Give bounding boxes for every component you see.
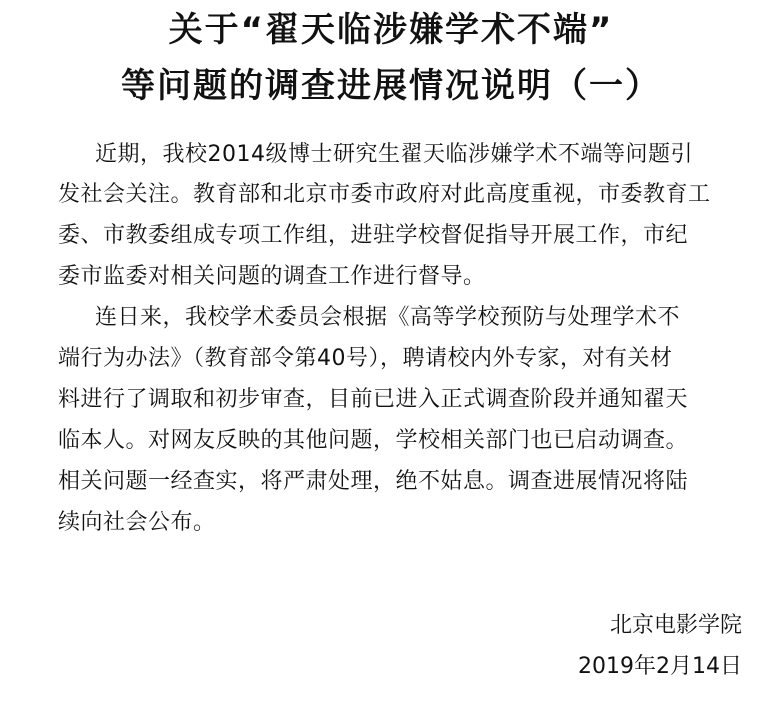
paragraph-1-line-4: 委市监委对相关问题的调查工作进行督导。	[58, 264, 486, 289]
signature-date: 2019年2月14日	[578, 654, 742, 679]
paragraph-1-line-3: 委、市教委组成专项工作组，进驻学校督促指导开展工作，市纪	[58, 223, 689, 248]
paragraph-2-line-3: 料进行了调取和初步审查，目前已进入正式调查阶段并通知翟天	[58, 387, 689, 412]
paragraph-2-line-5: 相关问题一经查实，将严肃处理，绝不姑息。调查进展情况将陆	[58, 469, 689, 494]
paragraph-2-line-4: 临本人。对网友反映的其他问题，学校相关部门也已启动调查。	[58, 428, 689, 453]
title-line-2: 等问题的调查进展情况说明（一）	[121, 66, 661, 106]
paragraph-2-line-1: 连日来，我校学术委员会根据《高等学校预防与处理学术不	[95, 305, 681, 330]
paragraph-1-line-1: 近期，我校2014级博士研究生翟天临涉嫌学术不端等问题引	[95, 142, 693, 167]
paragraph-2-line-6: 续向社会公布。	[58, 510, 216, 535]
signature-organization: 北京电影学院	[609, 613, 742, 638]
paragraph-2-line-2: 端行为办法》（教育部令第40号），聘请校内外专家，对有关材	[58, 346, 673, 371]
title-line-1: 关于“翟天临涉嫌学术不端”	[168, 10, 614, 50]
paragraph-1-line-2: 发社会关注。教育部和北京市委市政府对此高度重视，市委教育工	[58, 182, 711, 207]
